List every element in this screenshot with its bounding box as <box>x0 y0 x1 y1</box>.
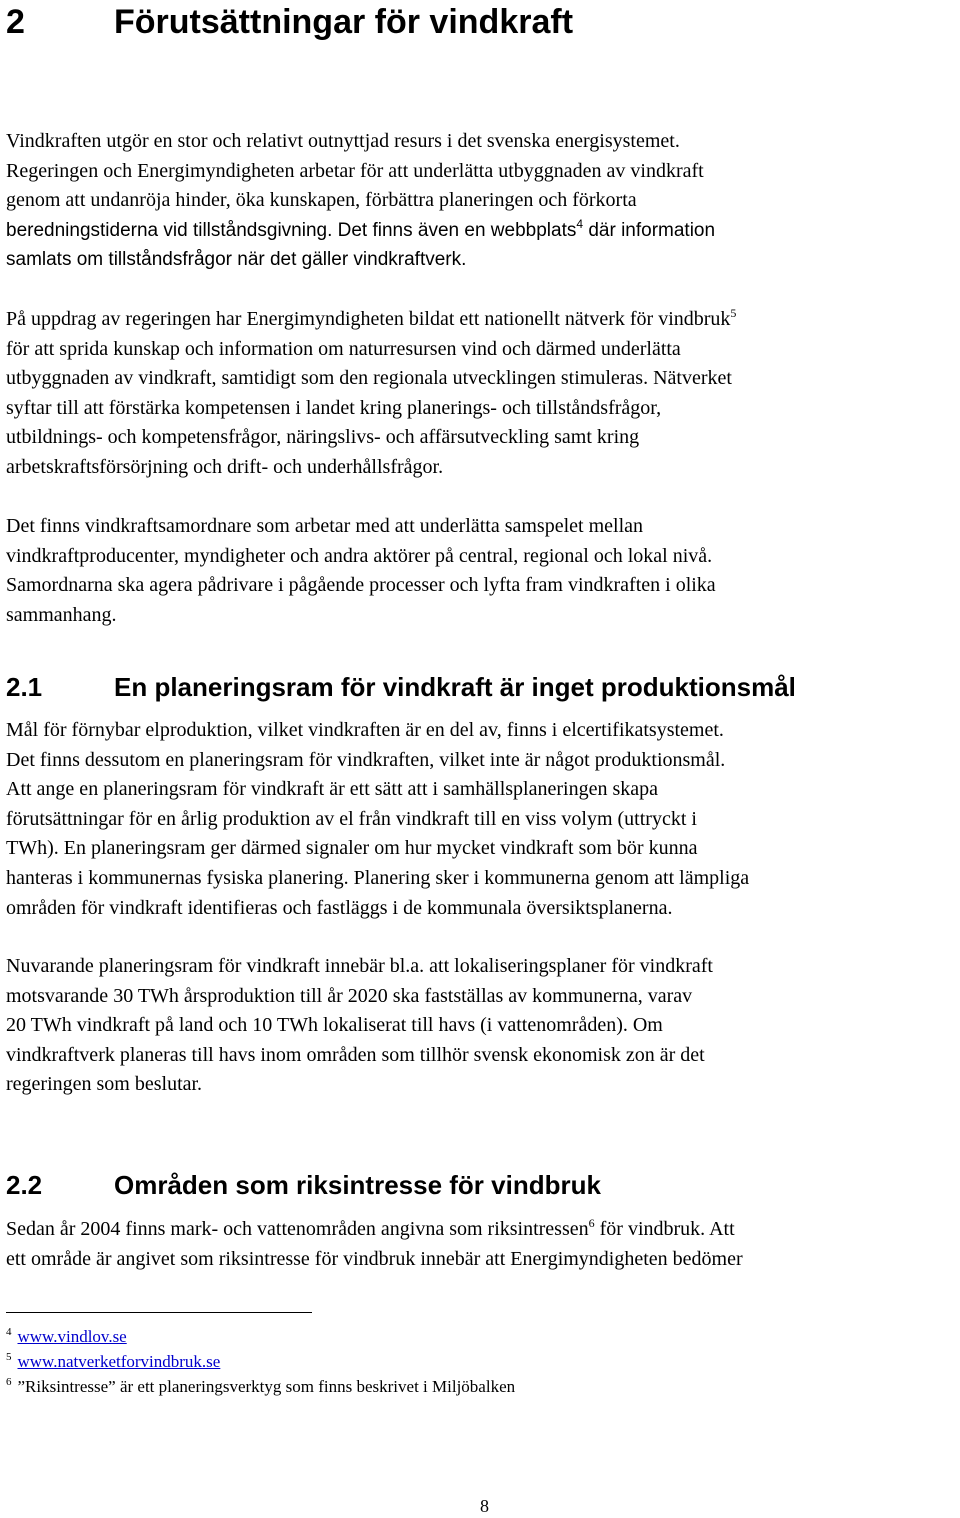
text-line: Nuvarande planeringsram för vindkraft innebär bl.a. att lokaliseringsplaner för vindkraft <box>6 955 713 977</box>
text-line: sammanhang. <box>6 603 117 626</box>
text-line: Regeringen och Energimyndigheten arbetar för att underlätta utbyggnaden av vindkraft <box>6 159 704 182</box>
text-line: Vindkraften utgör en stor och relativt outnyttjad resurs i det svenska energisystemet. <box>6 130 680 152</box>
paragraph-intro <box>6 127 958 275</box>
section-number: 2.2 <box>6 1170 43 1200</box>
text-segment: där information <box>583 219 716 241</box>
footnote-number: 6 <box>6 1376 12 1388</box>
text-line: 20 TWh vindkraft på land och 10 TWh lokaliserat till havs (i vattenområden). Om <box>6 1014 663 1037</box>
footnote-ref-4: 4 <box>576 216 584 231</box>
text-line <box>6 1215 958 1245</box>
text-line: för att sprida kunskap och information om naturresursen vind och därmed underlätta <box>6 337 681 360</box>
footnote-link-natverket[interactable]: www.natverketforvindbruk.se <box>17 1352 221 1371</box>
paragraph-network <box>6 305 958 483</box>
text-line: motsvarande 30 TWh årsproduktion till år 2020 ska fastställas av kommunerna, varav <box>6 984 693 1007</box>
text-line: Det finns vindkraftsamordnare som arbetar med att underlätta samspelet mellan <box>6 515 644 537</box>
footnote-text: ”Riksintresse” är ett planeringsverktyg som finns beskrivet i Miljöbalken <box>17 1377 516 1396</box>
section-title: Områden som riksintresse för vindbruk <box>114 1170 601 1200</box>
text-line: Att ange en planeringsram för vindkraft är ett sätt att i samhällsplaneringen skapa <box>6 778 659 801</box>
footnote-divider <box>6 1312 312 1313</box>
text-segment: På uppdrag av regeringen har Energimyndigheten bildat ett nationellt nätverk för vindbruk <box>6 308 731 330</box>
section-number: 2.1 <box>6 672 43 702</box>
text-line: arbetskraftsförsörjning och drift- och underhållsfrågor. <box>6 455 444 478</box>
section-title: En planeringsram för vindkraft är inget produktionsmål <box>114 672 796 702</box>
text-line: regeringen som beslutar. <box>6 1073 203 1096</box>
text-line: vindkraftproducenter, myndigheter och andra aktörer på central, regional och lokal nivå. <box>6 544 713 567</box>
text-line: områden för vindkraft identifieras och fastläggs i de kommunala översiktsplanerna. <box>6 896 673 919</box>
footnote-link-vindlov[interactable]: www.vindlov.se <box>17 1327 127 1346</box>
text-line: vindkraftverk planeras till havs inom områden som tillhör svensk ekonomisk zon är det <box>6 1043 705 1066</box>
footnote-ref-5: 5 <box>730 306 737 320</box>
text-line: hanteras i kommunernas fysiska planering. Planering sker i kommunerna genom att lämpliga <box>6 866 750 889</box>
text-line <box>6 216 958 246</box>
section-heading-2-2 <box>6 1169 601 1201</box>
text-line <box>6 305 958 335</box>
text-line: syftar till att förstärka kompetensen i landet kring planerings- och tillståndsfrågor, <box>6 396 662 419</box>
text-line: Det finns dessutom en planeringsram för vindkraften, vilket inte är något produktionsmål. <box>6 748 726 771</box>
footnote-ref-6: 6 <box>588 1216 595 1230</box>
page-number: 8 <box>480 1496 489 1516</box>
chapter-heading <box>6 2 573 42</box>
text-line: Samordnarna ska agera pådrivare i pågående processer och lyfta fram vindkraften i olika <box>6 574 716 597</box>
text-line: förutsättningar för en årlig produktion av el från vindkraft till en viss volym (uttryckt i <box>6 807 697 830</box>
paragraph-coordinators <box>6 512 958 630</box>
text-line: genom att undanröja hinder, öka kunskapen, förbättra planeringen och förkorta <box>6 189 637 212</box>
paragraph-national-interest <box>6 1215 958 1274</box>
section-heading-2-1 <box>6 671 796 703</box>
footnote-6 <box>6 1376 515 1398</box>
paragraph-current-frame <box>6 952 958 1100</box>
footnote-number: 4 <box>6 1326 12 1338</box>
text-line: ett område är angivet som riksintresse för vindbruk innebär att Energimyndigheten bedömer <box>6 1247 743 1270</box>
text-line: samlats om tillståndsfrågor när det gäller vindkraftverk. <box>6 249 467 271</box>
text-line: utbyggnaden av vindkraft, samtidigt som den regionala utvecklingen stimuleras. Nätverket <box>6 367 732 390</box>
text-line: utbildnings- och kompetensfrågor, näringslivs- och affärsutveckling samt kring <box>6 426 640 449</box>
footnote-number: 5 <box>6 1351 12 1363</box>
paragraph-planning-frame <box>6 716 958 923</box>
footnote-5 <box>6 1351 220 1373</box>
text-line: Mål för förnybar elproduktion, vilket vindkraften är en del av, finns i elcertifikatsystemet. <box>6 719 724 741</box>
text-segment: beredningstiderna vid tillståndsgivning. Det finns även en webbplats <box>6 219 577 241</box>
footnote-4 <box>6 1326 127 1348</box>
chapter-number: 2 <box>6 3 25 41</box>
text-line: TWh). En planeringsram ger därmed signaler om hur mycket vindkraft som bör kunna <box>6 837 698 860</box>
text-segment: Sedan år 2004 finns mark- och vattenområden angivna som riksintressen <box>6 1218 589 1240</box>
text-segment: för vindbruk. Att <box>594 1218 735 1240</box>
chapter-title: Förutsättningar för vindkraft <box>114 3 574 41</box>
